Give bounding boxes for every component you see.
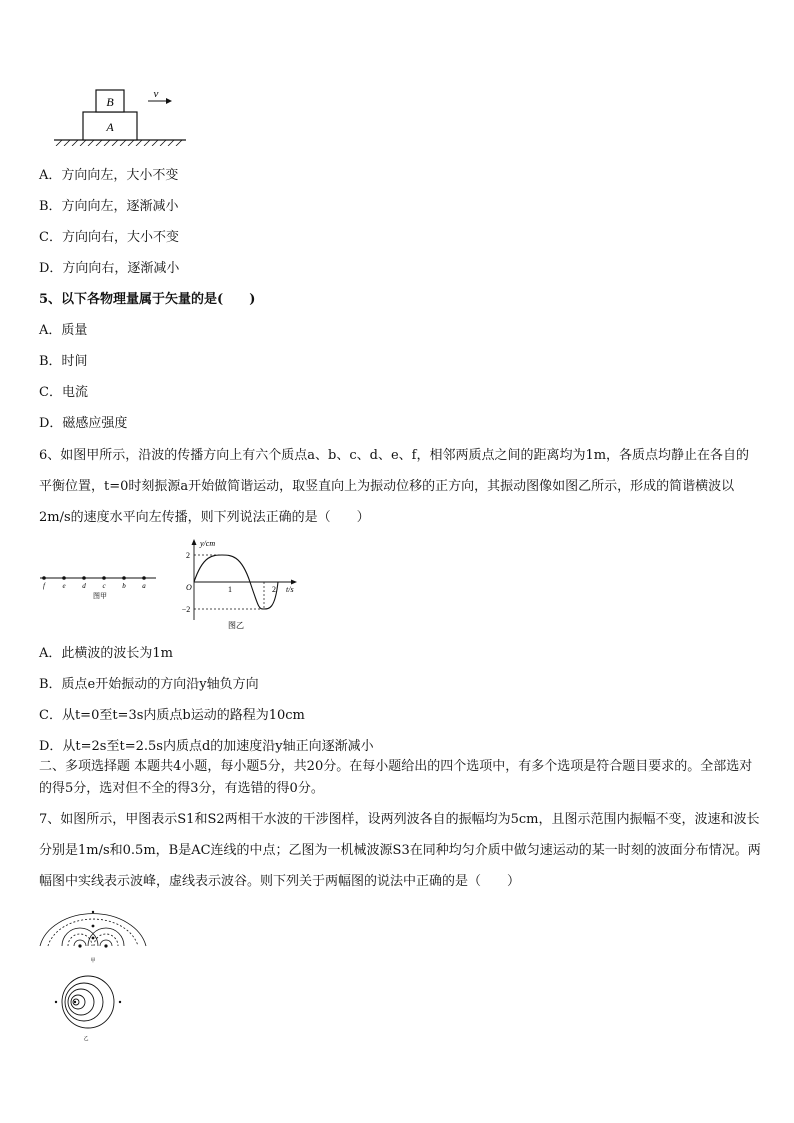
q5-stem: 5、以下各物理量属于矢量的是( ) <box>39 292 256 307</box>
q6-stem: 6、如图甲所示，沿波的传播方向上有六个质点a、b、c、d、e、f，相邻两质点之间的距离均为1m，各质点均静止在各自的平衡位置，t=0时刻振源a开始做简谐运动，取竖直向上为振动位移的正方向，其振动图像如图乙所示，形成的简谐横波以2m/s的速度水平向左传播，则下列说法正确的是（ ） <box>39 448 750 525</box>
q6-figure-yi <box>178 538 302 632</box>
fig-yi-xtick-1: 1 <box>228 585 232 594</box>
q7-figure-yi <box>48 970 128 1044</box>
q6-option-b: B．质点e开始振动的方向沿y轴负方向 <box>39 677 259 692</box>
q5-option-d: D．磁感应强度 <box>39 416 128 431</box>
q4-option-d: D．方向向右，逐渐减小 <box>39 261 180 276</box>
q6-option-c: C．从t=0至t=3s内质点b运动的路程为10cm <box>39 708 305 723</box>
velocity-label: v <box>153 88 159 100</box>
fig-yi-ytick-minus2: −2 <box>181 605 191 614</box>
point-c: c <box>102 582 106 590</box>
q6-option-a: A．此横波的波长为1m <box>39 646 173 661</box>
fig-yi-ytick-2: 2 <box>186 551 190 560</box>
point-d: d <box>82 582 86 590</box>
point-a: a <box>142 582 146 590</box>
q5-option-c: C．电流 <box>39 385 88 400</box>
point-f: f <box>43 582 45 590</box>
fig7-yi-caption: 乙 <box>83 1037 89 1042</box>
fig-jia-caption: 图甲 <box>93 592 107 600</box>
q4-option-c: C．方向向右，大小不变 <box>39 230 179 245</box>
point-b: b <box>122 582 126 590</box>
q4-option-b: B．方向向左，逐渐减小 <box>39 199 179 214</box>
section-2-heading: 二、多项选择题 本题共4小题，每小题5分，共20分。在每小题给出的四个选项中，有多个选项是符合题目要求的。全部选对的得5分，选对但不全的得3分，有选错的得0分。 <box>39 759 753 796</box>
point-e: e <box>62 582 66 590</box>
q6-figure-jia <box>36 570 160 606</box>
q5-option-b: B．时间 <box>39 354 88 369</box>
q4-option-a: A．方向向左，大小不变 <box>39 168 179 183</box>
block-b-label: B <box>106 95 114 109</box>
fig-yi-ylabel: y/cm <box>200 539 216 548</box>
q7-figure-jia <box>36 902 150 964</box>
q6-option-d: D．从t=2s至t=2.5s内质点d的加速度沿y轴正向逐渐减小 <box>39 739 374 754</box>
q7-stem: 7、如图所示，甲图表示S1和S2两相干水波的干涉图样，设两列波各自的振幅均为5cm，且图示范围内振幅不变，波速和波长分别是1m/s和0.5m，B是AC连线的中点；乙图为一机械波源S3在同种均匀介质中做匀速运动的某一时刻的波面分布情况。两幅图中实线表示波峰，虚线表示波谷。则下列关于两幅图的说法中正确的是（ ） <box>39 812 761 889</box>
fig-yi-xlabel: t/s <box>286 585 294 594</box>
block-a-label: A <box>106 120 114 134</box>
block-figure <box>50 86 190 146</box>
fig-yi-caption: 图乙 <box>228 621 244 630</box>
q5-option-a: A．质量 <box>39 323 88 338</box>
fig-yi-origin: O <box>186 583 192 592</box>
fig7-jia-caption: 甲 <box>90 959 96 964</box>
fig-yi-xtick-2: 2 <box>272 585 276 594</box>
